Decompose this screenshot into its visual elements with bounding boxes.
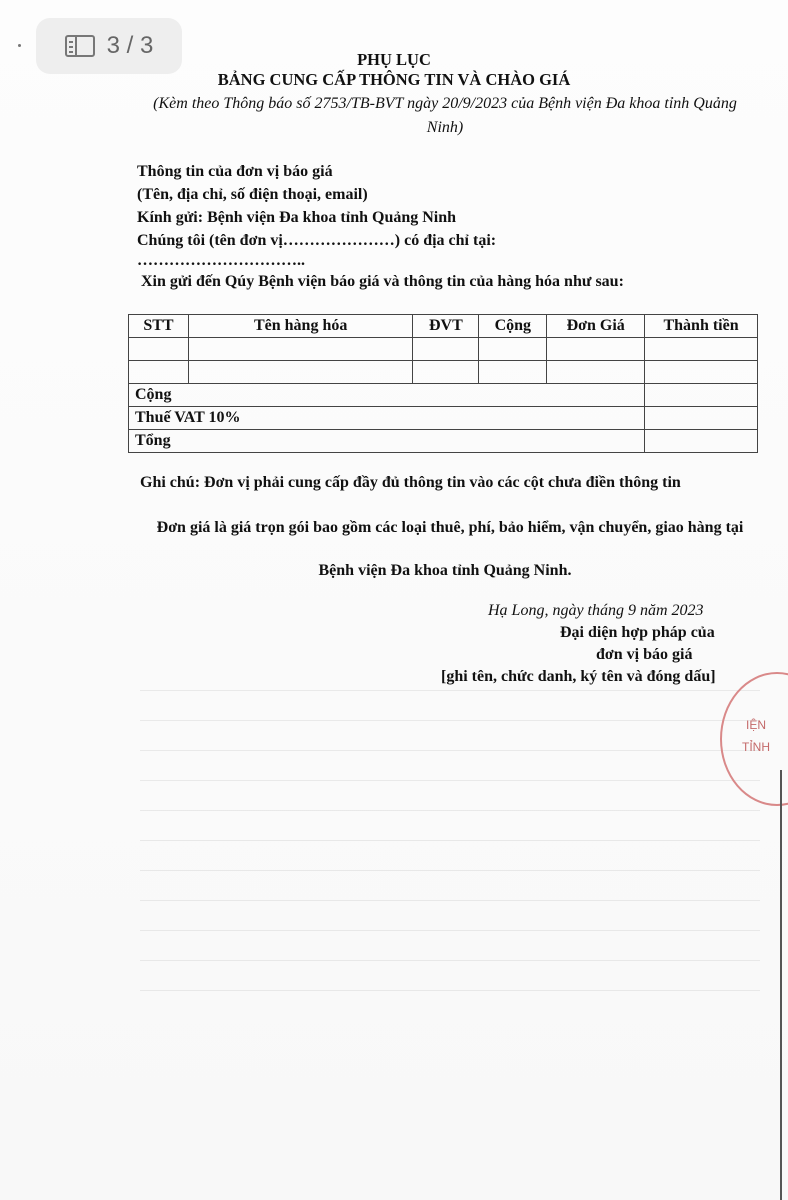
- page-counter: 3 / 3: [106, 32, 154, 59]
- note-text: Bệnh viện Đa khoa tỉnh Quảng Ninh.: [318, 562, 572, 579]
- table-cell: [479, 361, 547, 384]
- summary-label: Thuế VAT 10%: [129, 407, 645, 430]
- table-cell: [645, 338, 758, 361]
- table-cell: [413, 361, 479, 384]
- table-cell: [645, 384, 758, 407]
- doc-title: BẢNG CUNG CẤP THÔNG TIN VÀ CHÀO GIÁ: [217, 70, 571, 89]
- table-summary-row: [129, 384, 758, 407]
- header-cell: Tên hàng hóa: [188, 315, 412, 338]
- summary-label: Cộng: [129, 384, 645, 407]
- doc-heading: PHỤ LỤC: [357, 50, 431, 69]
- table-cell: [479, 338, 547, 361]
- info-line: Kính gửi: Bệnh viện Đa khoa tỉnh Quảng Ninh: [137, 209, 457, 226]
- doc-subtitle: (Kèm theo Thông báo số 2753/TB-BVT ngày 20/9/2023 của Bệnh viện Đa khoa tỉnh Quảng Ninh): [153, 95, 737, 136]
- header-cell: STT: [129, 315, 189, 338]
- table-header-row: [129, 315, 758, 338]
- table-cell: [188, 338, 412, 361]
- note-text: Ghi chú: Đơn vị phải cung cấp đầy đủ thông tin vào các cột chưa điền thông tin: [140, 474, 681, 491]
- table-row: [129, 361, 758, 384]
- info-line: Xin gửi đến Qúy Bệnh viện báo giá và thông tin của hàng hóa như sau:: [141, 273, 624, 290]
- table-cell: [547, 338, 645, 361]
- quote-table: [128, 314, 758, 453]
- table-row: [129, 338, 758, 361]
- info-line: Chúng tôi (tên đơn vị…………………) có địa chỉ tại:: [137, 232, 497, 249]
- representative-line: đơn vị báo giá: [596, 646, 693, 663]
- table-cell: [645, 407, 758, 430]
- stamp-text: IỆN: [746, 718, 767, 732]
- note-text: Đơn giá là giá trọn gói bao gồm các loại thuê, phí, bảo hiểm, vận chuyển, giao hàng tại: [156, 519, 744, 536]
- corner-dot: [18, 44, 21, 47]
- summary-label: Tổng: [129, 430, 645, 453]
- table-summary-row: [129, 430, 758, 453]
- representative-line: [ghi tên, chức danh, ký tên và đóng dấu]: [441, 668, 716, 685]
- stamp-text: TỈNH: [742, 740, 770, 754]
- table-cell: [129, 361, 189, 384]
- info-line: (Tên, địa chỉ, số điện thoại, email): [137, 186, 368, 203]
- header-cell: ĐVT: [413, 315, 479, 338]
- info-line: …………………………..: [137, 252, 305, 269]
- table-cell: [645, 361, 758, 384]
- date-line: Hạ Long, ngày tháng 9 năm 2023: [488, 602, 704, 619]
- table-cell: [129, 338, 189, 361]
- representative-line: Đại diện hợp pháp của: [560, 624, 715, 641]
- info-line: Thông tin của đơn vị báo giá: [137, 163, 333, 180]
- header-cell: Cộng: [479, 315, 547, 338]
- table-cell: [188, 361, 412, 384]
- page-edge-line: [780, 770, 782, 1200]
- table-summary-row: [129, 407, 758, 430]
- header-cell: Đơn Giá: [547, 315, 645, 338]
- bleed-through-background: [140, 690, 760, 1020]
- table-cell: [413, 338, 479, 361]
- table-cell: [547, 361, 645, 384]
- header-cell: Thành tiền: [645, 315, 758, 338]
- table-cell: [645, 430, 758, 453]
